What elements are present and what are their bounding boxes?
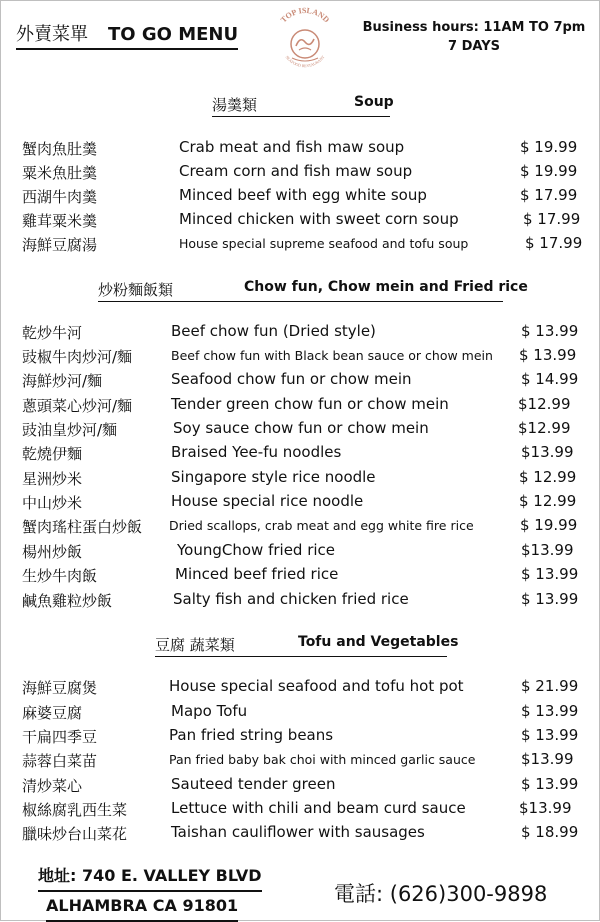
address-line2: ALHAMBRA CA 91801 [46, 892, 238, 922]
section-title-soup [212, 94, 394, 117]
dish-price: $12.99 [518, 419, 571, 437]
business-hours-line2: 7 DAYS [448, 39, 500, 54]
list-item [0, 322, 600, 346]
list-item [0, 468, 600, 492]
list-item [0, 775, 600, 799]
dish-price: $ 13.99 [521, 322, 579, 340]
dish-price: $13.99 [521, 750, 574, 768]
business-hours [354, 18, 594, 56]
dish-name-zh: 雞茸粟米羹 [22, 212, 98, 230]
list-item [0, 162, 600, 186]
list-item [0, 702, 600, 726]
business-hours-line1: Business hours: 11AM TO 7pm [362, 20, 586, 35]
phone-number: 電話: (626)300-9898 [334, 882, 548, 906]
dish-name-en: Cream corn and fish maw soup [179, 162, 413, 180]
dish-name-zh: 蒜蓉白菜苗 [22, 752, 98, 770]
section-title-en: Soup [354, 94, 394, 110]
list-item [0, 677, 600, 701]
menu-title-en: TO GO MENU [108, 24, 239, 45]
section-title-en: Chow fun, Chow mein and Fried rice [244, 279, 528, 295]
dish-name-en: YoungChow fried rice [177, 541, 336, 559]
dish-name-en: Sauteed tender green [171, 775, 336, 793]
dish-name-zh: 星洲炒米 [22, 470, 83, 488]
list-item [0, 590, 600, 614]
dish-price: $ 17.99 [525, 234, 583, 252]
section-title-en: Tofu and Vegetables [298, 634, 459, 650]
logo-text-top: TOP ISLAND [278, 6, 332, 25]
dish-name-en: Beef chow fun (Dried style) [171, 322, 376, 340]
dish-name-zh: 清炒菜心 [22, 777, 83, 795]
dish-name-en: Dried scallops, crab meat and egg white fire rice [169, 518, 474, 533]
logo-fish-icon [296, 39, 314, 46]
dish-name-zh: 蟹肉魚肚羹 [22, 140, 98, 158]
dish-price: $ 13.99 [521, 702, 579, 720]
dish-name-en: Minced beef fried rice [175, 565, 339, 583]
section-title-zh: 湯羹類 [212, 96, 258, 114]
dish-name-en: Taishan cauliflower with sausages [171, 823, 425, 841]
list-item [0, 186, 600, 210]
dish-price: $ 19.99 [520, 138, 578, 156]
list-item [0, 395, 600, 419]
dish-name-zh: 蔥頭菜心炒河/麵 [22, 397, 133, 415]
dish-name-en: Minced beef with egg white soup [179, 186, 427, 204]
list-item [0, 346, 600, 370]
menu-title-zh: 外賣菜單 [16, 24, 88, 45]
list-item [0, 516, 600, 540]
restaurant-logo [270, 6, 340, 70]
list-item [0, 138, 600, 162]
dish-name-zh: 乾炒牛河 [22, 324, 83, 342]
dish-price: $ 18.99 [521, 823, 579, 841]
dish-name-zh: 乾燒伊麵 [22, 445, 83, 463]
dish-name-zh: 楊州炒飯 [22, 543, 83, 561]
dish-price: $ 17.99 [523, 210, 581, 228]
dish-price: $ 17.99 [520, 186, 578, 204]
list-item [0, 750, 600, 774]
dish-name-zh: 海鮮豆腐煲 [22, 679, 98, 697]
dish-price: $ 19.99 [520, 516, 578, 534]
dish-name-en: Pan fried string beans [169, 726, 334, 744]
address-line1: 地址: 740 E. VALLEY BLVD [38, 862, 262, 892]
list-item [0, 726, 600, 750]
list-item [0, 234, 600, 258]
list-item [0, 565, 600, 589]
dish-name-zh: 中山炒米 [22, 494, 83, 512]
dish-name-zh: 鹹魚雞粒炒飯 [22, 592, 113, 610]
dish-name-zh: 干扁四季豆 [22, 728, 98, 746]
menu-title [16, 20, 238, 50]
dish-name-zh: 麻婆豆腐 [22, 704, 83, 722]
dish-name-en: House special seafood and tofu hot pot [169, 677, 464, 695]
section-title-zh: 炒粉麵飯類 [98, 281, 174, 299]
list-item [0, 823, 600, 847]
svg-text:TOP ISLAND [279, 6, 331, 25]
dish-name-zh: 豉油皇炒河/麵 [22, 421, 118, 439]
dish-price: $ 19.99 [520, 162, 578, 180]
list-item [0, 370, 600, 394]
dish-name-zh: 蟹肉瑤柱蛋白炒飯 [22, 518, 143, 536]
dish-name-en: House special rice noodle [171, 492, 364, 510]
dish-price: $12.99 [518, 395, 571, 413]
dish-price: $ 13.99 [519, 346, 577, 364]
dish-name-en: Beef chow fun with Black bean sauce or chow mein [171, 348, 493, 363]
dish-name-zh: 海鮮炒河/麵 [22, 372, 103, 390]
dish-price: $13.99 [521, 443, 574, 461]
dish-name-en: Salty fish and chicken fried rice [173, 590, 409, 608]
section-title-zh: 豆腐 蔬菜類 [155, 636, 235, 654]
dish-price: $13.99 [521, 541, 574, 559]
dish-name-en: Braised Yee-fu noodles [171, 443, 342, 461]
dish-name-zh: 海鮮豆腐湯 [22, 236, 98, 254]
address [38, 862, 262, 922]
dish-name-en: House special supreme seafood and tofu soup [179, 236, 469, 251]
dish-name-zh: 生炒牛肉飯 [22, 567, 98, 585]
dish-name-zh: 豉椒牛肉炒河/麵 [22, 348, 133, 366]
dish-name-en: Crab meat and fish maw soup [179, 138, 405, 156]
logo-text-bottom: SEAFOOD RESTAURANT [284, 54, 326, 69]
list-item [0, 443, 600, 467]
dish-name-zh: 椒絲腐乳西生菜 [22, 801, 128, 819]
dish-name-en: Mapo Tofu [171, 702, 248, 720]
list-item [0, 799, 600, 823]
logo-emblem [291, 30, 319, 58]
list-item [0, 492, 600, 516]
section-title-chow-fun [98, 279, 528, 302]
section-title-tofu-vegetables [155, 634, 459, 657]
list-item [0, 210, 600, 234]
dish-price: $ 14.99 [521, 370, 579, 388]
dish-name-en: Lettuce with chili and beam curd sauce [171, 799, 466, 817]
dish-price: $ 12.99 [519, 468, 577, 486]
dish-price: $ 12.99 [519, 492, 577, 510]
dish-name-en: Pan fried baby bak choi with minced garlic sauce [169, 752, 476, 767]
dish-name-en: Seafood chow fun or chow mein [171, 370, 412, 388]
dish-price: $ 13.99 [521, 590, 579, 608]
dish-price: $13.99 [519, 799, 572, 817]
dish-price: $ 13.99 [521, 775, 579, 793]
dish-name-zh: 西湖牛肉羹 [22, 188, 98, 206]
dish-name-en: Tender green chow fun or chow mein [171, 395, 449, 413]
list-item [0, 541, 600, 565]
list-item [0, 419, 600, 443]
dish-price: $ 21.99 [521, 677, 579, 695]
dish-name-zh: 粟米魚肚羹 [22, 164, 98, 182]
dish-name-en: Minced chicken with sweet corn soup [179, 210, 459, 228]
dish-name-en: Soy sauce chow fun or chow mein [173, 419, 429, 437]
dish-price: $ 13.99 [521, 726, 579, 744]
dish-name-zh: 臘味炒台山菜花 [22, 825, 128, 843]
dish-name-en: Singapore style rice noodle [171, 468, 376, 486]
dish-price: $ 13.99 [521, 565, 579, 583]
